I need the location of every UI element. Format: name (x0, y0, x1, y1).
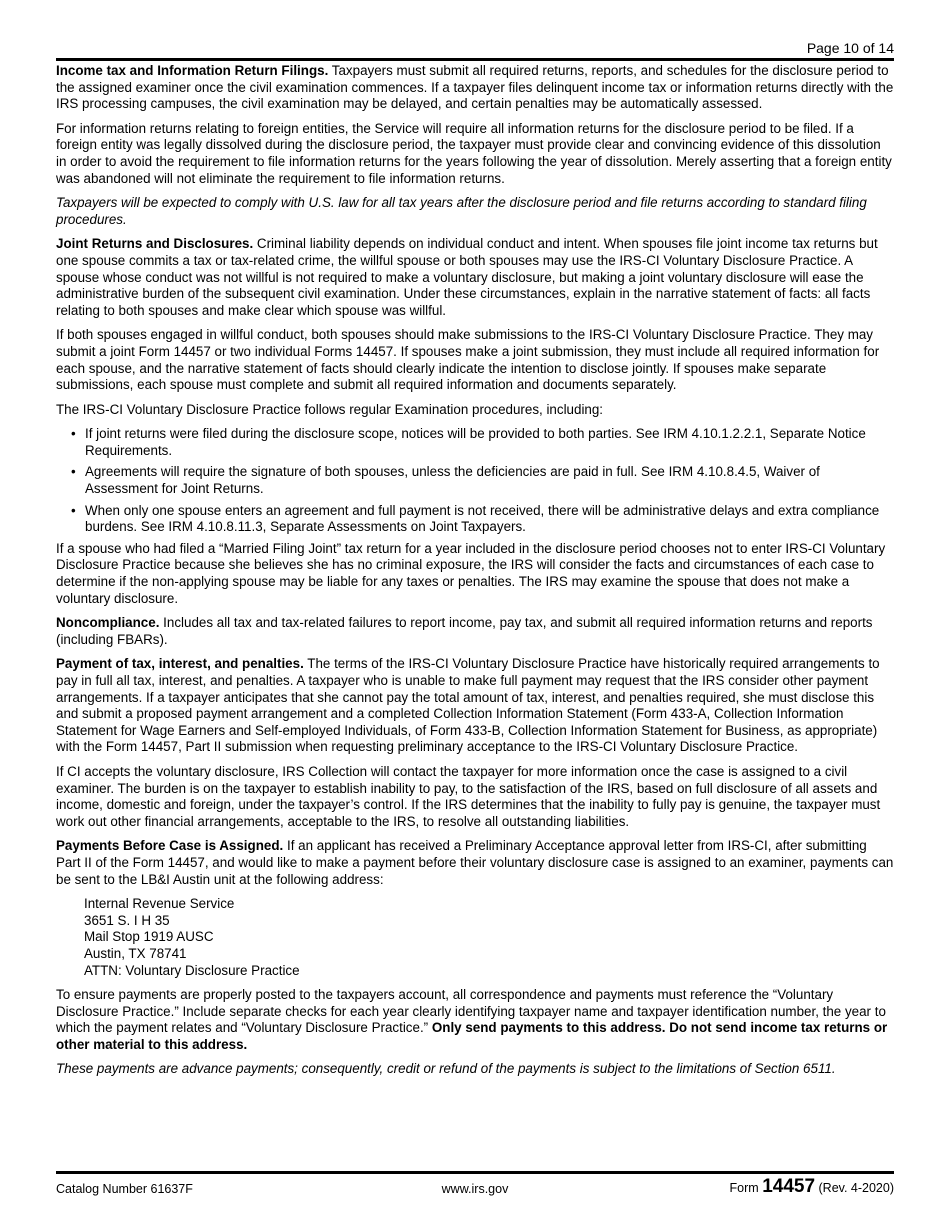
address-line: 3651 S. I H 35 (84, 912, 170, 928)
income-tax-heading: Income tax and Information Return Filings. (56, 63, 329, 78)
form-number: 14457 (762, 1176, 816, 1197)
list-item-text: When only one spouse enters an agreement and full payment is not received, there will be administrative delays and extra compliance burdens. See IRM 4.10.8.11.3, Separate Assessments on Joint Taxpayers. (85, 502, 880, 535)
advance-note-text: These payments are advance payments; consequently, credit or refund of the payments is subject to the limitations of Section 6511. (56, 1061, 836, 1077)
form-revision: (Rev. 4-2020) (815, 1181, 894, 1195)
income-tax-paragraph (56, 63, 894, 113)
noncompliance-paragraph (56, 615, 894, 648)
comply-note-text: Taxpayers will be expected to comply with U.S. law for all tax years after the disclosure period and file returns according to standard filing procedures. (56, 195, 867, 227)
payments-before-heading: Payments Before Case is Assigned. (56, 838, 284, 854)
ensure-body: To ensure payments are properly posted to the taxpayers account, all correspondence and payments must reference the “Voluntary Disclosure Practice.” Include separate checks for each year clearly identifying taxpayer name and taxpayer identification number, the year to which the payment relates and “Voluntary Disclosure Practice.” (56, 987, 886, 1036)
noncompliance-body: Includes all tax and tax-related failures to report income, pay tax, and submit all required information returns and reports (including FBARs). (56, 615, 873, 647)
website-link: www.irs.gov (441, 1182, 509, 1196)
advance-note (56, 1061, 894, 1078)
procedures-intro: The IRS-CI Voluntary Disclosure Practice follows regular Examination procedures, including: (56, 401, 604, 417)
header-divider (56, 58, 894, 61)
married-filing-paragraph: If a spouse who had filed a “Married Filing Joint” tax return for a year included in the disclosure period chooses not to enter IRS-CI Voluntary Disclosure Practice because she believes she has no criminal exposure, the IRS will consider the facts and circumstances of each case to determine if the non-applying spouse may be liable for any taxes or penalties. The IRS may examine the spouse that does not make a voluntary disclosure. (56, 540, 886, 606)
address-line: ATTN: Voluntary Disclosure Practice (84, 962, 300, 978)
address-line: Mail Stop 1919 AUSC (84, 929, 214, 945)
payment-body: The terms of the IRS-CI Voluntary Disclosure Practice have historically required arrangements to pay in full all tax, interest, and penalties. A taxpayer who is unable to make full payment may request that the IRS consider other payment arrangements. If a taxpayer anticipates that she cannot pay the total amount of tax, interest, and penalties required, she must disclose this and submit a proposed payment arrangement and a completed Collection Information Statement (Form 433-A, Collection Information Statement for Wage Earners and Self-employed Individuals, of Form 433-B, Collection Information Statement for Business, as appropriate) with the Form 14457, Part II submission when requesting preliminary acceptance to the IRS-CI Voluntary Disclosure Practice. (56, 656, 880, 755)
joint-returns-heading: Joint Returns and Disclosures. (56, 236, 254, 252)
payments-before-body: If an applicant has received a Preliminary Acceptance approval letter from IRS-CI, after submitting Part II of the Form 14457, and would like to make a payment before their voluntary disclosure case is assigned to an examiner, payments can be sent to the LB&I Austin unit at the following address: (56, 838, 894, 887)
ci-accepts-paragraph: If CI accepts the voluntary disclosure, IRS Collection will contact the taxpayer for more information once the case is assigned to a civil examiner. The burden is on the taxpayer to establish inability to pay, to the satisfaction of the IRS, based on full disclosure of all assets and income, domestic and foreign, under the taxpayer’s control. If the IRS determines that the inability to fully pay is genuine, the taxpayer must work out other financial arrangements, acceptable to the IRS, to resolve all outstanding liabilities. (56, 763, 881, 829)
mailing-address (84, 896, 894, 979)
form-identifier (729, 1176, 894, 1197)
payment-heading: Payment of tax, interest, and penalties. (56, 656, 304, 672)
address-line: Internal Revenue Service (84, 896, 235, 912)
list-item (56, 426, 894, 459)
page-footer (56, 1176, 894, 1201)
footer-divider (56, 1171, 894, 1174)
list-item (56, 464, 894, 497)
both-spouses-paragraph: If both spouses engaged in willful conduct, both spouses should make submissions to the IRS-CI Voluntary Disclosure Practice. They may submit a joint Form 14457 or two individual Forms 14457. If spouses make a joint submission, they must include all required information for each spouse, and the narrative statement of facts should clearly indicate the intention to disclose jointly. If spouses make separate submissions, each spouse must complete and submit all required information and documents separately. (56, 327, 880, 393)
list-item-text: Agreements will require the signature of both spouses, unless the deficiencies are paid in full. See IRM 4.10.8.4.5, Waiver of Assessment for Joint Returns. (85, 464, 820, 497)
page-number: Page 10 of 14 (806, 40, 894, 56)
bullet-icon: • (71, 502, 76, 518)
foreign-entities-paragraph: For information returns relating to foreign entities, the Service will require all information returns for the disclosure period to be filed. If a foreign entity was legally dissolved during the disclosure period, the taxpayer must provide clear and convincing evidence of this dissolution in order to avoid the requirement to file information returns for the years following the year of dissolution. Merely asserting that a foreign entity was abandoned will not eliminate the requirement to file information returns. (56, 120, 892, 186)
payment-paragraph (56, 656, 894, 756)
catalog-number: Catalog Number 61637F (56, 1182, 193, 1196)
bullet-icon: • (71, 464, 76, 480)
list-item-text: If joint returns were filed during the disclosure scope, notices will be provided to both parties. See IRM 4.10.1.2.2.1, Separate Notice Requirements. (85, 426, 866, 458)
page-content (56, 63, 894, 1086)
ensure-warning: Only send payments to this address. Do not send income tax returns or other material to this address. (56, 1020, 888, 1052)
bullet-icon: • (71, 426, 76, 442)
ensure-paragraph (56, 987, 894, 1053)
payments-before-paragraph (56, 838, 894, 888)
income-tax-body: Taxpayers must submit all required returns, reports, and schedules for the disclosure period to the assigned examiner once the civil examination commences. If a taxpayer files delinquent income tax or information returns directly with the IRS processing campuses, the civil examination may be delayed, and certain penalties may be automatically assessed. (56, 63, 894, 112)
form-label: Form (729, 1181, 763, 1195)
list-item (56, 503, 894, 536)
joint-returns-body: Criminal liability depends on individual conduct and intent. When spouses file joint income tax returns but one spouse commits a tax or tax-related crime, the willful spouse or both spouses may use the IRS-CI Voluntary Disclosure Practice. A spouse whose conduct was not willful is not required to make a voluntary disclosure, but making a joint voluntary disclosure will ease the administrative burden of the subsequent civil examination. Under these circumstances, explain in the narrative statement of facts: all facts relating to both spouses and make clear which spouse was willful. (56, 236, 878, 318)
comply-note (56, 195, 894, 228)
joint-returns-paragraph (56, 236, 894, 319)
noncompliance-heading: Noncompliance. (56, 615, 160, 631)
procedures-list (56, 426, 894, 536)
address-line: Austin, TX 78741 (84, 945, 187, 961)
